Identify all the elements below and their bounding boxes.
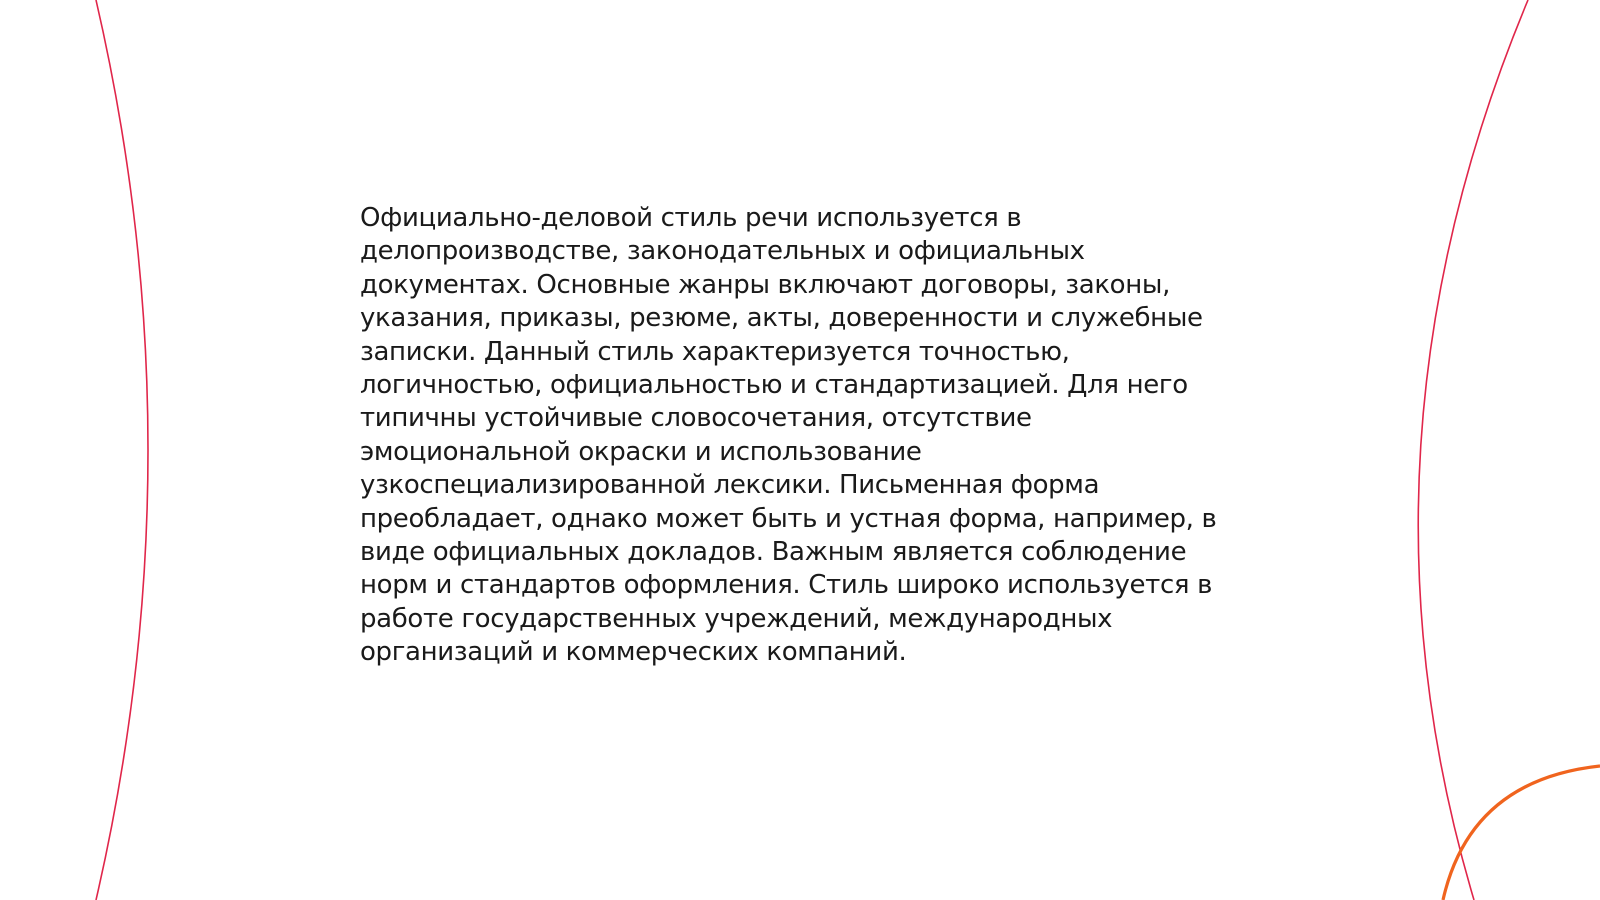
text-line: типичны устойчивые словосочетания, отсутствие: [360, 403, 1032, 434]
text-line: документах. Основные жанры включают договоры, законы,: [360, 269, 1170, 300]
left-arc: [96, 0, 148, 900]
text-line: виде официальных докладов. Важным является соблюдение: [360, 537, 1187, 568]
text-line: узкоспециализированной лексики. Письменная форма: [360, 470, 1100, 501]
text-line: работе государственных учреждений, международных: [360, 603, 1113, 634]
right-arc: [1418, 0, 1528, 900]
text-line: норм и стандартов оформления. Стиль широко используется в: [360, 570, 1213, 601]
text-line: преобладает, однако может быть и устная форма, например, в: [360, 503, 1217, 534]
text-line: записки. Данный стиль характеризуется точностью,: [360, 336, 1070, 367]
text-line: эмоциональной окраски и использование: [360, 436, 922, 467]
text-line: делопроизводстве, законодательных и официальных: [360, 236, 1085, 267]
text-line: указания, приказы, резюме, акты, доверенности и служебные: [360, 303, 1203, 334]
text-line: организаций и коммерческих компаний.: [360, 637, 907, 668]
text-line: Официально-деловой стиль речи используется в: [360, 203, 1022, 233]
corner-arc: [1443, 766, 1600, 900]
text-line: логичностью, официальностью и стандартизацией. Для него: [360, 370, 1188, 401]
body-text: [360, 202, 1240, 670]
